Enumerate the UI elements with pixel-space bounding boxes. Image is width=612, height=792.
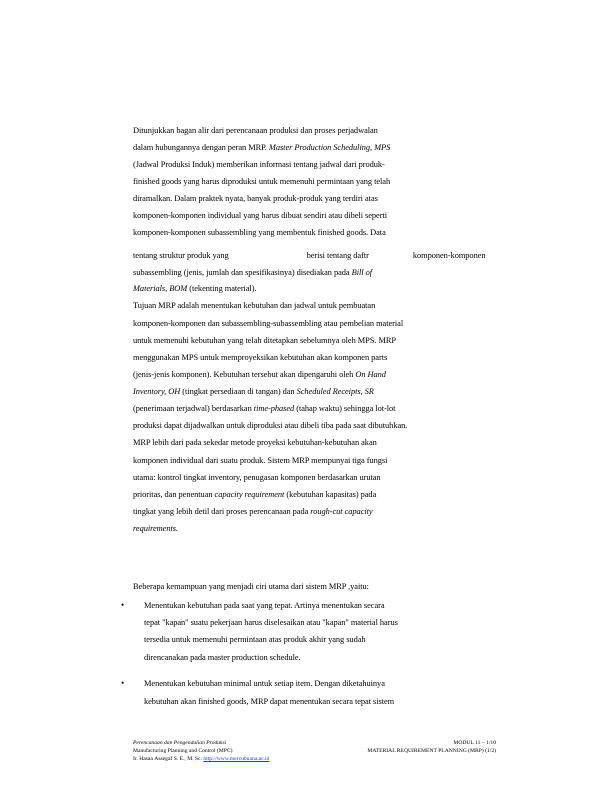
bullet-2-marker: • xyxy=(121,678,125,688)
p1-line-8: tentang struktur produk yang berisi tentang daftr komponen-komponen xyxy=(133,251,486,260)
bullet-1-line-2: tepat "kapan" suatu pekerjaan harus diselesaikan atau "kapan" material harus xyxy=(144,618,398,627)
p2-line-6: Inventory, OH (tingkat persediaan di tangan) dan Scheduled Receipts, SR xyxy=(133,387,374,396)
p2-line-11: utama: kontrol tingkat inventory, penugasan komponen berdasarkan urutan xyxy=(133,473,381,482)
p1-line-1: Ditunjukkan bagan alir dari perencanaan produksi dan proses perjadwalan xyxy=(133,126,378,135)
p1-line-5: diramalkan. Dalam praktek nyata, banyak produk-produk yang terdiri atas xyxy=(133,194,378,203)
footer-university-link[interactable]: http://www.mercubuana.ac.id xyxy=(203,756,270,762)
p1-line-4: finished goods yang harus diproduksi untuk memenuhi permintaan yang telah xyxy=(133,177,391,186)
sr-term: Scheduled Receipts, SR xyxy=(296,387,374,396)
p2-line-12: prioritas, dan penentuan capacity requirement (kebutuhan kapasitas) pada xyxy=(133,490,377,499)
mps-term: Master Production Scheduling, MPS xyxy=(268,143,391,152)
footer-module-title: MATERIAL REQUIREMENT PLANNING (MRP) (1/2) xyxy=(367,748,496,754)
oh-term: Inventory, OH xyxy=(133,387,181,396)
p2-line-8: produksi dapat dijadwalkan untuk diproduksi atau dibeli tiba pada saat dibutuhkan. xyxy=(133,421,408,430)
p1-line-7: komponen-komponen subassembling yang membentuk finished goods. Data xyxy=(133,228,386,237)
p3-intro: Beberapa kemampuan yang menjadi ciri utama dari sistem MRP ,yaitu: xyxy=(133,582,369,591)
time-phased-term: time-phased xyxy=(253,404,295,413)
p2-line-3: untuk memenuhi kebutuhan yang telah ditetapkan sebelumnya oleh MPS. MRP xyxy=(133,336,397,345)
on-hand-term: On Hand xyxy=(355,370,386,379)
p1-line-10: Materials, BOM (tekenting material). xyxy=(133,284,257,293)
p2-line-2: komponen-komponen dan subassembling-subassembling atau pembelian material xyxy=(133,319,404,328)
p1-line-3: (Jadwal Produksi Induk) memberikan informasi tentang jadwal dari produk- xyxy=(133,160,385,169)
bullet-2-line-1: Menentukan kebutuhan minimal untuk setiap item. Dengan diketahuinya xyxy=(144,679,385,688)
p1-line-6: komponen-komponen individual yang harus dibuat sendiri atau dibeli seperti xyxy=(133,211,388,220)
bom-term: Bill of xyxy=(351,268,372,277)
bullet-1-marker: • xyxy=(121,600,125,610)
p2-line-7: (penerimaan terjadwal) berdasarkan time-phased (tahap waktu) sehingga lot-lot xyxy=(133,404,396,413)
bullet-2-line-2: kebutuhan akan finished goods, MRP dapat menentukan secara tepat sistem xyxy=(144,697,395,706)
p2-line-13: tingkat yang lebih detil dari proses perencanaan pada rough-cut capacity xyxy=(133,507,373,516)
capacity-requirement-term: capacity requirement xyxy=(214,490,285,499)
bullet-1-line-4: direncanakan pada master production schedule. xyxy=(144,653,301,662)
footer-module-number: MODUL 11 – 1/10 xyxy=(453,740,496,746)
p2-line-10: komponen individual dari suatu produk. Sistem MRP mempunyai tiga fungsi xyxy=(133,456,388,465)
p2-line-4: menggunakan MPS untuk memproyeksikan kebutuhan akan komponen parts xyxy=(133,353,388,362)
bullet-1-line-1: Menentukan kebutuhan pada saat yang tepat. Artinya menentukan secara xyxy=(144,601,385,610)
p2-line-14: requirements. xyxy=(133,524,179,533)
footer-course-subtitle: Manufacturing Planning and Control (MPC) xyxy=(133,748,233,754)
p2-line-1: Tujuan MRP adalah menentukan kebutuhan dan jadwal untuk pembuatan xyxy=(133,301,376,310)
bullet-1-line-3: tersedia untuk memenuhi permintaan atas produk akhir yang sudah xyxy=(144,635,366,644)
footer-author: Ir. Hasan Assegaf S. E., M. Sc. http://www.mercubuana.ac.id xyxy=(133,756,270,762)
p1-line-9: subassembling (jenis, jumlah dan spesifikasinya) disediakan pada Bill of xyxy=(133,268,372,277)
p1-line-2: dalam hubungannya dengan peran MRP. Master Production Scheduling, MPS xyxy=(133,143,391,152)
footer-course-title: Perencanaan dan Pengendalian Produksi xyxy=(133,740,227,746)
bom-abbrev: Materials, BOM xyxy=(133,284,188,293)
p2-line-5: (jenis-jenis komponen). Kebutuhan tersebut akan dipengaruhi oleh On Hand xyxy=(133,370,386,379)
p2-line-9: MRP lebih dari pada sekedar metode proyeksi kebutuhan-kebutuhan akan xyxy=(133,438,377,447)
rough-cut-term: rough-cut capacity xyxy=(310,507,373,516)
